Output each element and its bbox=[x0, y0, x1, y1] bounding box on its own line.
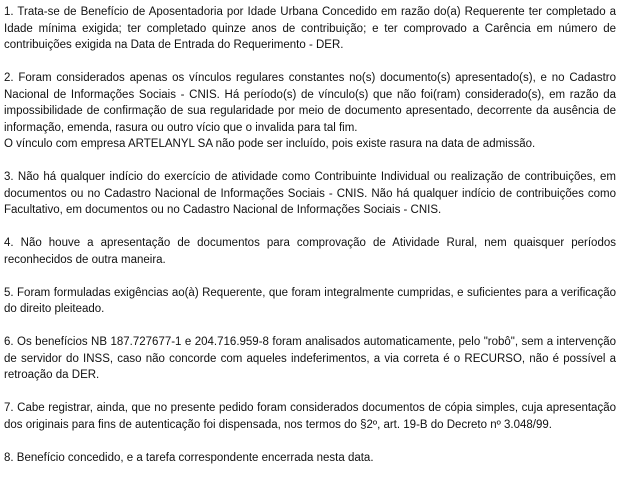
paragraph-4: 4. Não houve a apresentação de documentos para comprovação de Atividade Rural, nem quaisquer períodos reconhecidos de outra maneira. bbox=[4, 237, 616, 266]
paragraph-3: 3. Não há qualquer indício do exercício de atividade como Contribuinte Individual ou realização de contribuições, em documentos ou no Cadastro Nacional de Informações Sociais - CNIS. Não há qualquer indício de contribuições como Facultativo, em documentos ou no Cadastro Nacional de Informações Sociais - CNIS. bbox=[4, 171, 616, 216]
paragraph-8: 8. Benefício concedido, e a tarefa correspondente encerrada nesta data. bbox=[4, 451, 374, 464]
paragraph-6: 6. Os benefícios NB 187.727677-1 e 204.716.959-8 foram analisados automaticamente, pelo "robô", sem a intervenção de servidor do INSS, caso não concorde com aqueles indeferimentos, a via correta é o RECURSO, não é possível a retroação da DER. bbox=[4, 336, 616, 381]
paragraph-2 bbox=[4, 70, 616, 153]
paragraph-2-note: O vínculo com empresa ARTELANYL SA não pode ser incluído, pois existe rasura na data de admissão. bbox=[4, 138, 536, 150]
paragraph-2-text: 2. Foram considerados apenas os vínculos regulares constantes no(s) documento(s) apresentado(s), e no Cadastro Nacional de Informações Sociais - CNIS. Há período(s) de vínculo(s) que não foi(ram) considerado(s), em razão da impossibilidade de confirmação de sua regularidade por meio de documento apresentado, decorrente da ausência de informação, emenda, rasura ou outro vício que o invalida para tal fim. bbox=[4, 72, 616, 134]
paragraph-7: 7. Cabe registrar, ainda, que no presente pedido foram considerados documentos de cópia simples, cuja apresentação dos originais para fins de autenticação foi dispensada, nos termos do §2º, art. 19-B do Decreto nº 3.048/99. bbox=[4, 402, 616, 431]
document-body bbox=[4, 4, 616, 483]
paragraph-5: 5. Foram formuladas exigências ao(à) Requerente, que foram integralmente cumpridas, e suficientes para a verificação do direito pleiteado. bbox=[4, 286, 616, 315]
paragraph-1: 1. Trata-se de Benefício de Aposentadoria por Idade Urbana Concedido em razão do(a) Requerente ter completado a Idade mínima exigida; ter completado quinze anos de contribuição; e ter comprovado a Carência em número de contribuições exigida na Data de Entrada do Requerimento - DER. bbox=[4, 6, 616, 51]
